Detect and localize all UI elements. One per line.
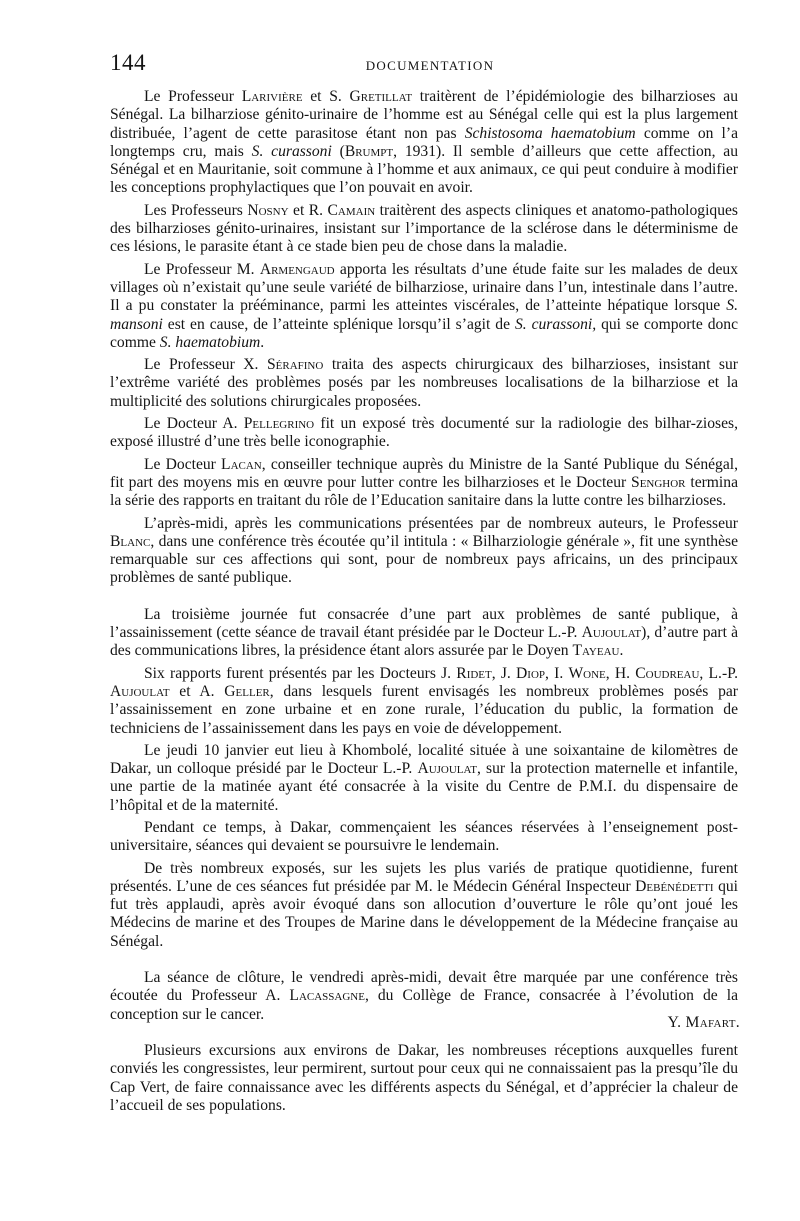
person-name: Larivière: [241, 88, 303, 105]
species-name: S. mansoni: [110, 297, 738, 333]
text-run: et A.: [169, 682, 225, 700]
text-run: , du Collège de France, consacrée à l’évolution de la conception sur le cancer.: [110, 987, 738, 1023]
signature-initial: Y.: [667, 1014, 686, 1031]
text-run: Le Professeur: [144, 88, 242, 105]
text-run: et S.: [302, 88, 350, 105]
paragraph: [110, 456, 738, 511]
text-run: Plusieurs excursions aux environs de Dakar, les nombreuses réceptions auxquelles furent conviés les congressistes, leur permirent, surtout pour ceux qui ne connaissaient pas la presqu’île du Cap Vert, de faire connaissance avec les différents aspects du Sénégal, et d’apprécier la chaleur de l’accueil de ses populations.: [110, 1041, 738, 1114]
paragraph: [110, 665, 738, 738]
text-run: traita des aspects chirurgicaux des bilharzioses, insistant sur l’extrême variété des problèmes posés par les nombreuses localisations de la bilharziose et la multiplicité des solutions chirurgicales proposées.: [110, 356, 738, 410]
text-run: Pendant ce temps, à Dakar, commençaient les séances réservées à l’enseignement post-universitaire, séances qui devaient se poursuivre le lendemain.: [110, 818, 738, 855]
person-name: Senghor: [631, 473, 686, 491]
paragraph: [110, 860, 738, 951]
person-name: Aujoulat: [110, 682, 170, 700]
text-run: Six rapports furent présentés par les Docteurs J.: [144, 664, 457, 682]
text-run: , I.: [545, 664, 569, 682]
person-name: Pellegrino: [243, 415, 315, 433]
paragraph: [110, 261, 738, 352]
species-name: S. curassoni: [251, 142, 332, 160]
text-run: , L.-P.: [699, 664, 738, 682]
text-run: apporta les résultats d’une étude faite sur les malades de deux villages où n’existait qu’une seule variété de bilharziose, urinaire dans l’un, intestinale dans l’autre. Il a pu constater la prééminance, parmi les atteintes viscérales, de l’atteinte hépatique lorsque: [110, 260, 738, 315]
species-name: Schistosoma haematobium: [464, 124, 636, 142]
person-name: Brumpt: [344, 142, 394, 160]
paragraph: [110, 202, 738, 257]
article-body: [110, 88, 738, 1119]
text-run: qui se comporte donc comme: [110, 315, 739, 351]
person-name: Gretillat: [349, 88, 413, 105]
text-run: est en cause, de l’atteinte splénique lorsqu’il s’agit de: [162, 315, 515, 333]
person-name: Lacassagne: [289, 987, 365, 1005]
person-name: Blanc: [110, 532, 151, 550]
person-name: Coudreau: [635, 664, 700, 682]
text-run: et R.: [288, 201, 328, 219]
text-run: , conseiller technique auprès du Ministre de la Santé Publique du Sénégal, fit part des moyens mis en œuvre pour lutter contre les bilharzioses et le Docteur: [110, 455, 738, 491]
person-name: Armengaud: [259, 260, 335, 278]
page-header: [110, 50, 750, 80]
text-run: Le Docteur: [144, 455, 222, 473]
paragraph: [110, 356, 738, 411]
text-run: De très nombreux exposés, sur les sujets les plus variés de pratique quotidienne, furent présentés. L’une de ces séances fut présidée par M. le Médecin Général Inspecteur: [110, 859, 738, 895]
text-run: , dans lesquels furent envisagés les nombreux problèmes posés par l’assainissement en zone urbaine et en zone rurale, l’éducation du public, la formation de techniciens de l’assainissement dans les pays en voie de développement.: [110, 682, 739, 737]
person-name: Wone: [568, 664, 606, 682]
text-run: Le Professeur X.: [144, 356, 267, 374]
person-name: Nosny: [247, 201, 289, 219]
paragraph: [110, 1042, 738, 1115]
paragraph: [110, 606, 738, 661]
text-run: L’après-midi, après les communications présentées par de nombreux auteurs, le Professeur: [144, 514, 738, 532]
person-name: Ridet: [456, 664, 492, 682]
text-run: traitèrent de l’épidémiologie des bilharzioses au Sénégal. La bilharziose génito-urinaire de l’homme est au Sénégal celle qui est la plus largement distribuée, l’agent de cette parasitose étant non pas: [110, 88, 738, 142]
person-name: Tayeau: [572, 642, 620, 660]
paragraph: [110, 969, 738, 1024]
text-run: , 1931). Il semble d’ailleurs que cette affection, au Sénégal et en Mauritanie, soit commune à l’homme et aux animaux, ce qui peut conduire à modifier les conceptions prophylactiques que l’on pouvait en avoir.: [110, 142, 738, 197]
text-run: comme on l’a longtemps cru, mais: [110, 124, 739, 160]
paragraph: [110, 88, 738, 198]
text-run: qui fut très applaudi, après avoir évoqué dans son allocution d’ouverture le rôle qu’ont joué les Médecins de marine et des Troupes de Marine dans le développement de la Médecine française au Sénégal.: [110, 877, 738, 950]
person-name: Sérafino: [266, 356, 324, 374]
paragraph: [110, 819, 738, 856]
paragraph: [110, 742, 738, 815]
text-run: .: [619, 642, 624, 660]
text-run: .: [260, 333, 265, 351]
text-run: La séance de clôture, le vendredi après-midi, devait être marquée par une conférence très écoutée du Professeur A.: [110, 969, 738, 1005]
text-run: fit un exposé très documenté sur la radiologie des bilhar-zioses, exposé illustré d’une très belle iconographie.: [110, 415, 738, 451]
text-run: Le jeudi 10 janvier eut lieu à Khombolé, localité située à une soixantaine de kilomètres de Dakar, un colloque présidé par le Docteur L.-P.: [110, 741, 738, 778]
text-run: (: [331, 142, 345, 160]
person-name: Camain: [327, 201, 376, 219]
text-run: traitèrent des aspects cliniques et anatomo-pathologiques des bilharzioses génito-urinaires, insistant sur l’importance de la sclérose dans le déterminisme de ces lésions, le parasite étant à ce stade bien peu de chose dans la maladie.: [110, 201, 738, 256]
paragraph: [110, 515, 738, 588]
text-run: termina la série des rapports en traitant du rôle de l’Education sanitaire dans la lutte contre les bilharzioses.: [110, 473, 738, 510]
text-run: , sur la protection maternelle et infantile, une partie de la matinée ayant été consacrée à la visite du Centre de P.M.I. du dispensaire de l’hôpital et de la maternité.: [110, 760, 738, 814]
person-name: Aujoulat: [581, 624, 642, 642]
text-run: , dans une conférence très écoutée qu’il intitula : « Bilharziologie générale », fit une synthèse remarquable sur ces affections qui sont, pour de nombreux pays africains, un des principaux problèmes de santé publique.: [110, 532, 738, 587]
person-name: Geller: [224, 682, 270, 700]
text-run: La troisième journée fut consacrée d’une part aux problèmes de santé publique, à l’assainissement (cette séance de travail étant présidée par le Docteur L.-P.: [110, 605, 738, 642]
person-name: Aujoulat: [417, 760, 477, 778]
person-name: Lacan: [221, 455, 262, 473]
author-signature: [668, 1014, 740, 1032]
paragraph: [110, 415, 738, 452]
text-run: , J.: [491, 664, 517, 682]
text-run: Le Docteur A.: [144, 415, 244, 433]
person-name: Diop: [516, 664, 546, 682]
text-run: , H.: [605, 664, 636, 682]
signature-surname: Mafart: [685, 1014, 736, 1031]
signature-trailing: .: [735, 1014, 740, 1031]
species-name: S. curassoni,: [514, 315, 597, 333]
person-name: Debénédetti: [635, 877, 714, 895]
running-head: DOCUMENTATION: [365, 58, 495, 73]
species-name: S. haematobium: [159, 333, 261, 351]
text-run: Les Professeurs: [144, 201, 248, 219]
text-run: ), d’autre part à des communications libres, la présidence étant alors assurée par le Doyen: [110, 624, 738, 660]
text-run: Le Professeur M.: [144, 260, 260, 278]
page-number: 144: [110, 50, 146, 75]
